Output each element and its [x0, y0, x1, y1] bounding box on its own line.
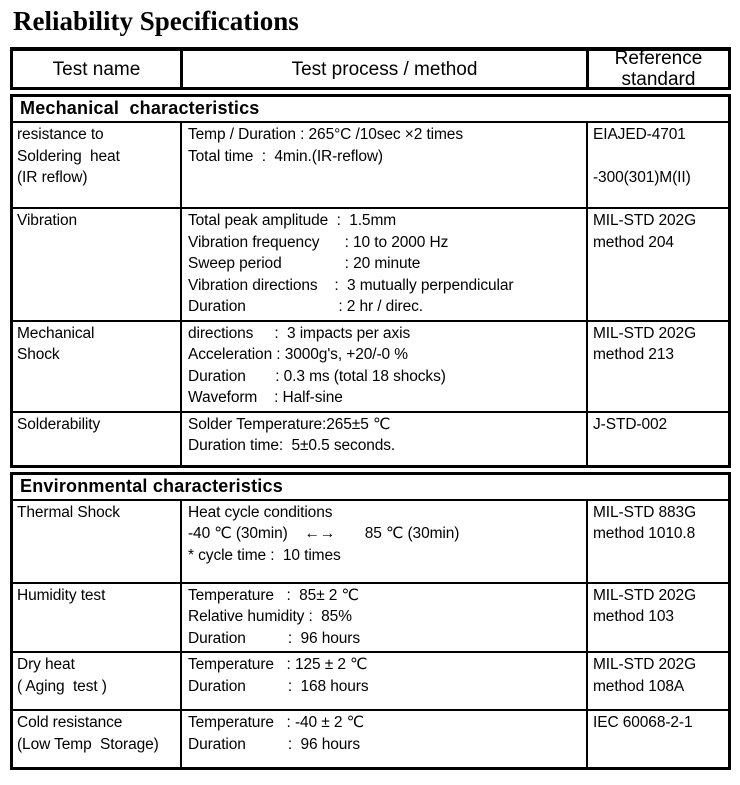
cell-reference-standard: [586, 413, 728, 465]
text-line: [593, 146, 725, 168]
reliability-table: [10, 47, 731, 770]
table-row: [13, 123, 728, 207]
cell-test-name: [13, 123, 180, 207]
cell-test-process: [180, 584, 586, 652]
table-row: [13, 582, 728, 652]
section-title: Mechanical characteristics: [13, 97, 728, 123]
page-title: Reliability Specifications: [13, 6, 299, 36]
text-line: J-STD-002: [593, 415, 668, 433]
text-line: -300(301)M(II): [593, 169, 691, 186]
text-line: Cold resistance: [17, 714, 123, 731]
text-line: Mechanical: [17, 324, 95, 342]
text-line: * cycle time : 10 times: [188, 546, 341, 564]
cell-reference-standard: [586, 322, 728, 411]
cell-test-name: [13, 209, 180, 320]
text-line: Duration : 2 hr / direc.: [188, 298, 423, 315]
table-body: [10, 90, 731, 770]
text-line: Duration : 96 hours: [188, 629, 360, 647]
cell-test-process: [180, 711, 586, 767]
text-line: method 213: [593, 346, 674, 363]
text-line: Temperature : -40 ± 2 ℃: [188, 714, 364, 731]
cell-test-process: [180, 413, 586, 465]
text-line: Soldering heat: [17, 147, 120, 165]
text-line: MIL-STD 202G: [593, 586, 697, 604]
text-line: Heat cycle conditions: [188, 503, 333, 521]
text-line: method 103: [593, 608, 674, 625]
text-line: Duration : 96 hours: [188, 735, 360, 753]
header-test-name: Test name: [52, 58, 141, 80]
text-line: Duration : 0.3 ms (total 18 shocks): [188, 367, 446, 385]
table-row: [13, 320, 728, 411]
text-line: (Low Temp Storage): [17, 735, 159, 753]
text-line: method 108A: [593, 677, 685, 695]
cell-test-name: [13, 584, 180, 652]
text-line: Total peak amplitude : 1.5mm: [188, 212, 397, 229]
text-line: Sweep period : 20 minute: [188, 255, 421, 272]
section-title: Environmental characteristics: [13, 475, 728, 501]
text-line: EIAJED-4701: [593, 126, 686, 143]
text-line: resistance to: [17, 126, 104, 143]
text-line: Solder Temperature:265±5 ℃: [188, 415, 391, 433]
text-line: MIL-STD 883G: [593, 503, 697, 521]
text-line: MIL-STD 202G: [593, 324, 697, 342]
cell-reference-standard: [586, 653, 728, 709]
table-row: [13, 501, 728, 582]
text-line: Acceleration : 3000g's, +20/-0 %: [188, 346, 408, 363]
text-line: Total time : 4min.(IR-reflow): [188, 147, 383, 165]
cell-reference-standard: [586, 584, 728, 652]
section-mechanical-characteristics: [10, 94, 731, 468]
text-line: Shock: [17, 346, 60, 363]
cell-reference-standard: [586, 501, 728, 582]
cell-test-process: [180, 653, 586, 709]
text-line: Waveform : Half-sine: [188, 389, 343, 406]
text-line: Vibration: [17, 212, 77, 229]
text-line: -40 ℃ (30min) ←→ 85 ℃ (30min): [188, 525, 460, 542]
text-line: MIL-STD 202G: [593, 656, 697, 673]
text-line: Relative humidity : 85%: [188, 608, 352, 625]
cell-reference-standard: [586, 711, 728, 767]
cell-reference-standard: [586, 209, 728, 320]
header-test-process: Test process / method: [180, 51, 586, 87]
text-line: Humidity test: [17, 586, 106, 604]
section-environmental-characteristics: [10, 472, 731, 771]
table-row: [13, 651, 728, 709]
text-line: Temperature : 125 ± 2 ℃: [188, 656, 368, 673]
cell-reference-standard: [586, 123, 728, 207]
cell-test-process: [180, 322, 586, 411]
cell-test-process: [180, 501, 586, 582]
text-line: Solderability: [17, 415, 101, 433]
text-line: Duration time: 5±0.5 seconds.: [188, 437, 396, 454]
text-line: MIL-STD 202G: [593, 212, 697, 229]
header-reference-standard: Reference standard: [586, 51, 728, 87]
cell-test-name: [13, 322, 180, 411]
text-line: Vibration frequency : 10 to 2000 Hz: [188, 233, 449, 251]
table-header-row: [10, 47, 731, 90]
text-line: Duration : 168 hours: [188, 677, 369, 695]
text-line: Dry heat: [17, 656, 75, 673]
text-line: Thermal Shock: [17, 503, 120, 521]
text-line: (IR reflow): [17, 169, 88, 186]
text-line: Vibration directions : 3 mutually perpendicular: [188, 276, 514, 294]
cell-test-process: [180, 209, 586, 320]
text-line: ( Aging test ): [17, 677, 107, 695]
text-line: Temp / Duration : 265°C /10sec ×2 times: [188, 126, 463, 143]
cell-test-name: [13, 711, 180, 767]
cell-test-process: [180, 123, 586, 207]
text-line: method 204: [593, 233, 674, 251]
text-line: IEC 60068-2-1: [593, 714, 693, 731]
text-line: Temperature : 85± 2 ℃: [188, 586, 359, 604]
text-line: method 1010.8: [593, 525, 696, 542]
text-line: directions : 3 impacts per axis: [188, 324, 411, 342]
table-row: [13, 207, 728, 320]
table-row: [13, 411, 728, 465]
cell-test-name: [13, 501, 180, 582]
cell-test-name: [13, 653, 180, 709]
table-row: [13, 709, 728, 767]
cell-test-name: [13, 413, 180, 465]
